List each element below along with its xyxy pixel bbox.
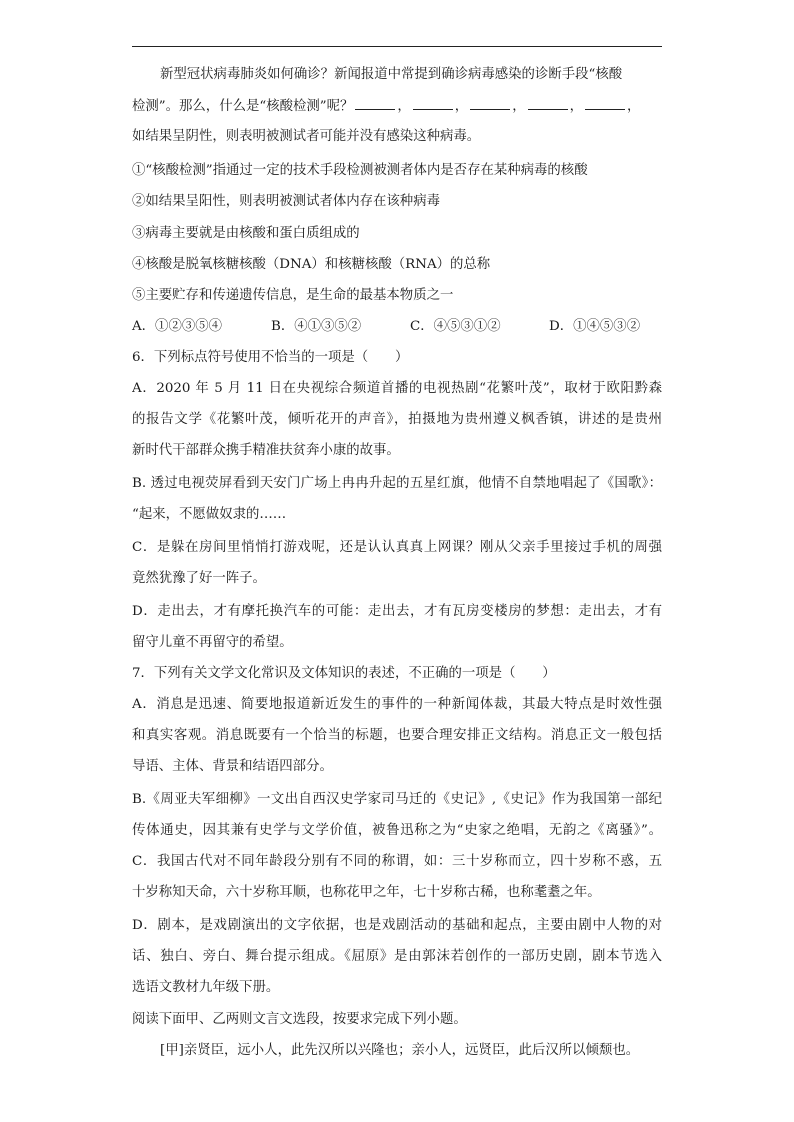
answer-blank-2[interactable]: [413, 97, 453, 110]
q7-option-d-line-1[interactable]: D．剧本，是戏剧演出的文字依据，也是戏剧活动的基础和起点，主要由剧中人物的对: [132, 918, 662, 933]
q7-stem: 7．下列有关文学文化常识及文体知识的表述，不正确的一项是（ ）: [132, 666, 556, 681]
q6-option-c-line-1[interactable]: C．是躲在房间里悄悄打游戏呢，还是认认真真上网课？刚从父亲手里接过手机的周强: [132, 540, 662, 555]
q6-stem: 6．下列标点符号使用不恰当的一项是（ ）: [132, 350, 409, 365]
classical-passage-jia: [甲]亲贤臣，远小人，此先汉所以兴隆也；亲小人，远贤臣，此后汉所以倾颓也。: [160, 1043, 640, 1058]
intro-line-2: [132, 97, 662, 116]
sentence-item-5: ⑤主要贮存和传递遗传信息，是生命的最基本物质之一: [132, 288, 454, 303]
q6-option-b-line-1[interactable]: B. 透过电视荧屏看到天安门广场上冉冉升起的五星红旗，他情不自禁地唱起了《国歌》：: [132, 476, 662, 491]
sep-2: ，: [454, 99, 469, 114]
q7-option-c-line-2: 十岁称知天命，六十岁称耳顺，也称花甲之年，七十岁称古稀，也称耄耋之年。: [132, 885, 601, 900]
q7-option-c-line-1[interactable]: C．我国古代对不同年龄段分别有不同的称谓，如：三十岁称而立，四十岁称不惑，五: [132, 854, 662, 869]
exam-page: [132, 0, 662, 1122]
intro-line-3: 如结果呈阴性，则表明被测试者可能并没有感染这种病毒。: [132, 129, 481, 144]
q7-option-a-line-3: 导语、主体、背景和结语四部分。: [132, 759, 333, 774]
sep-4: ，: [569, 99, 583, 114]
q7-option-a-line-1[interactable]: A．消息是迅速、简要地报道新近发生的事件的一种新闻体裁，其最大特点是时效性强: [132, 697, 662, 712]
answer-blank-4[interactable]: [528, 97, 568, 110]
q6-option-b-line-2: “起来，不愿做奴隶的……: [132, 507, 287, 522]
header-rule: [132, 46, 662, 47]
sep-5: ，: [626, 99, 641, 114]
sentence-item-4: ④核酸是脱氧核糖核酸（DNA）和核糖核酸（RNA）的总称: [132, 257, 491, 272]
q7-option-b-line-1[interactable]: B.《周亚夫军细柳》一文出自西汉史学家司马迁的《史记》,《史记》作为我国第一部纪: [132, 792, 662, 807]
answer-blank-1[interactable]: [355, 97, 395, 110]
intro-line-1: 新型冠状病毒肺炎如何确诊？新闻报道中常提到确诊病毒感染的诊断手段“核酸: [160, 67, 623, 82]
sep-3: ，: [512, 99, 526, 114]
q5-option-d[interactable]: D．①④⑤③②: [549, 319, 641, 334]
q6-option-d-line-2: 留守儿童不再留守的希望。: [132, 635, 293, 650]
q6-option-a-line-3: 新时代干部群众携手精准扶贫奔小康的故事。: [132, 443, 400, 458]
q7-option-a-line-2: 和真实客观。消息既要有一个恰当的标题，也要合理安排正文结构。消息正文一般包括: [132, 728, 662, 743]
intro-line-2-text: 检测”。那么，什么是“核酸检测”呢？: [132, 99, 354, 114]
q6-option-c-line-2: 竟然犹豫了好一阵子。: [132, 571, 266, 586]
answer-blank-3[interactable]: [470, 97, 510, 110]
sentence-item-1: ①“核酸检测”指通过一定的技术手段检测被测者体内是否存在某种病毒的核酸: [132, 163, 588, 178]
q7-option-d-line-2: 话、独白、旁白、舞台提示组成。《屈原》是由郭沫若创作的一部历史剧，剧本节选入: [132, 949, 662, 964]
q6-option-a-line-1[interactable]: A．2020 年 5 月 11 日在央视综合频道首播的电视热剧“花繁叶茂”，取材于欧阳黔森: [132, 381, 662, 396]
q6-option-a-line-2: 的报告文学《花繁叶茂，倾听花开的声音》，拍摄地为贵州遵义枫香镇，讲述的是贵州: [132, 412, 662, 427]
q5-option-b[interactable]: B．④①③⑤②: [271, 319, 362, 334]
answer-blank-5[interactable]: [585, 97, 625, 110]
sep-1: ，: [397, 99, 411, 114]
sentence-item-2: ②如结果呈阳性，则表明被测试者体内存在该种病毒: [132, 194, 440, 209]
q7-option-b-line-2: 传体通史，因其兼有史学与文学价值，被鲁迅称之为“史家之绝唱，无韵之《离骚》”。: [132, 823, 662, 838]
q6-option-d-line-1[interactable]: D．走出去，才有摩托换汽车的可能：走出去，才有瓦房变楼房的梦想：走出去，才有: [132, 604, 662, 619]
reading-instruction: 阅读下面甲、乙两则文言文选段，按要求完成下列小题。: [132, 1012, 467, 1027]
sentence-item-3: ③病毒主要就是由核酸和蛋白质组成的: [132, 226, 360, 241]
q5-option-a[interactable]: A．①②③⑤④: [132, 319, 223, 334]
q7-option-d-line-3: 选语文教材九年级下册。: [132, 980, 280, 995]
q5-option-c[interactable]: C．④⑤③①②: [410, 319, 501, 334]
